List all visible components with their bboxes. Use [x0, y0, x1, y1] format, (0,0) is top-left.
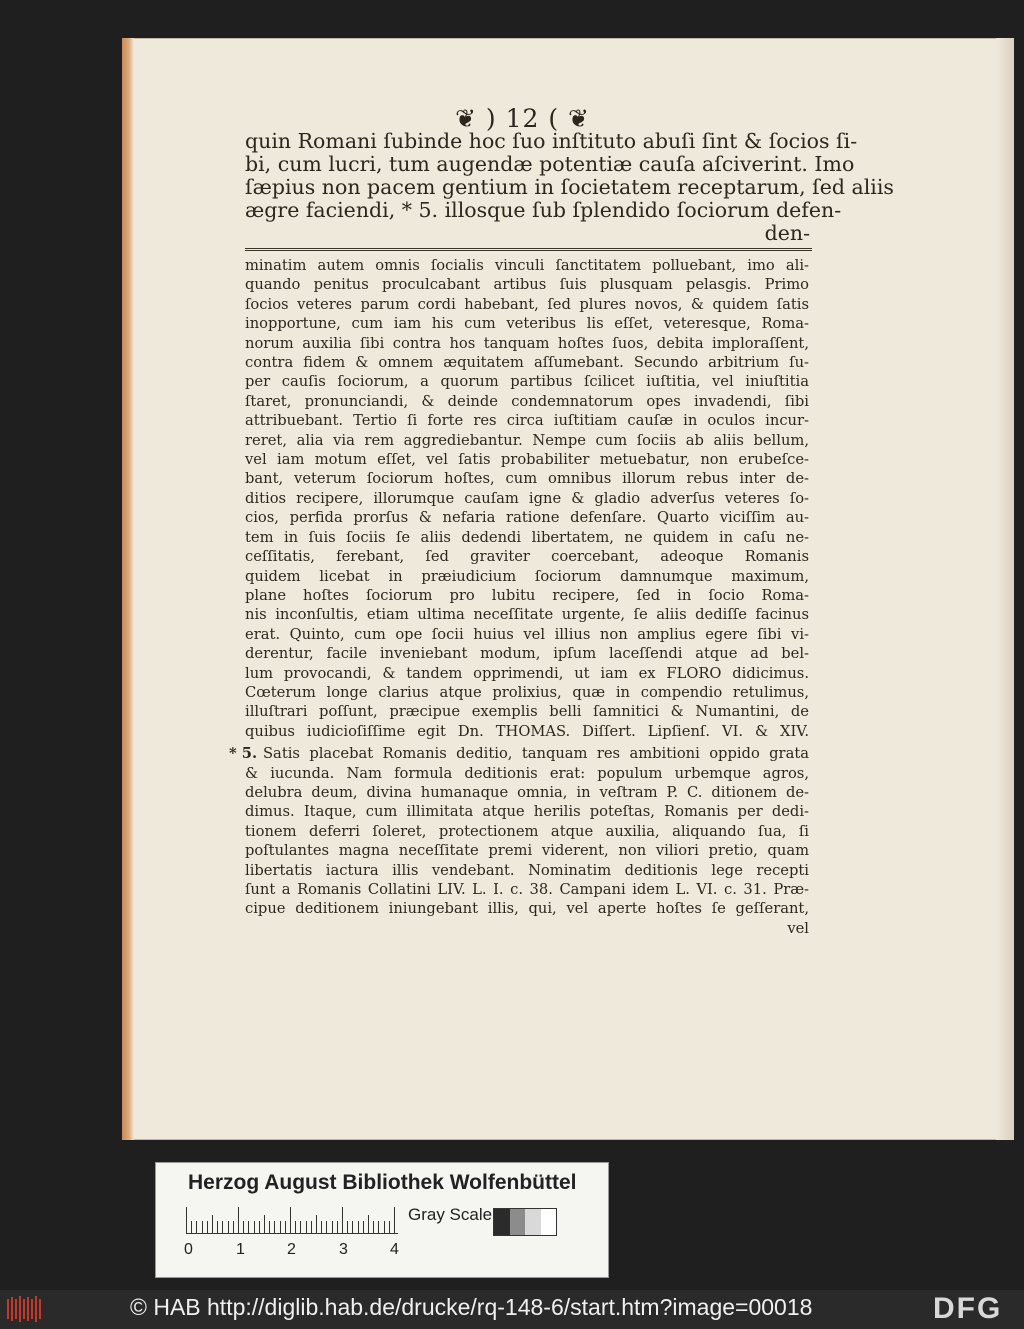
gray-scale-swatches — [493, 1208, 557, 1236]
footnote-line: reret, alia via rem aggrediebantur. Nempe cum ſociis ab aliis bellum, — [245, 431, 809, 449]
ruler-tick — [248, 1221, 249, 1233]
ruler-tick — [394, 1207, 395, 1233]
ruler-tick — [207, 1221, 208, 1233]
footnote-line: vel — [787, 919, 809, 937]
ruler-tick — [368, 1215, 369, 1233]
footnote-line: ditios recipere, illorumque cauſam igne & gladio adverſus veteres ſo- — [245, 489, 809, 507]
ruler-tick — [342, 1207, 343, 1233]
ruler-tick — [186, 1207, 187, 1233]
barcode-logo-icon — [6, 1296, 44, 1322]
footnote-line: derentur, facile inveniebant modum, ipſum laceſſendi atque ad bel- — [245, 645, 809, 663]
footnote-line: norum auxilia ſibi contra hos tanquam hoſtes ſuos, debita imploraſſent, — [245, 334, 809, 352]
footnote-line: vel iam motum eſſet, vel ſatis probabiliter metuebatur, non erubeſce- — [245, 451, 809, 469]
ruler-tick — [274, 1221, 275, 1233]
ruler-tick — [384, 1221, 385, 1233]
ruler-tick — [222, 1221, 223, 1233]
ruler-tick — [196, 1221, 197, 1233]
page-header: ❦ ) 12 ( ❦ — [455, 104, 590, 133]
footnote-line: delubra deum, divina humanaque omnia, in veſtram P. C. ditionem de- — [245, 783, 809, 801]
ruler-tick — [264, 1215, 265, 1233]
gray-scale-label: Gray Scale — [408, 1205, 493, 1224]
ruler-tick — [238, 1207, 239, 1233]
gray-swatch — [510, 1209, 526, 1235]
ruler-number: 4 — [390, 1241, 399, 1258]
ruler-tick — [295, 1221, 296, 1233]
main-line: quin Romani ſubinde hoc ſuo inſtituto abuſi ſint & ſocios ſi- — [245, 129, 858, 153]
footnote-line: erat. Quinto, cum ope ſocii huius vel illius non amplius egere ſibi vi- — [245, 625, 809, 643]
footnote-b — [229, 744, 809, 938]
footnote-rule — [245, 248, 812, 251]
footnote-line: tionem deferri ſoleret, protectionem atque auxilia, aliquando ſua, ſi — [245, 822, 809, 840]
ruler-tick — [321, 1221, 322, 1233]
scale-ruler — [186, 1207, 398, 1234]
ruler-number: 2 — [287, 1241, 296, 1258]
main-line: ægre faciendi, * 5. illosque ſub ſplendido ſociorum defen- — [245, 198, 842, 222]
footnote-line: minatim autem omnis ſocialis vinculi ſanctitatem polluebant, imo ali- — [245, 257, 809, 274]
ruler-tick — [316, 1215, 317, 1233]
dfg-logo: DFG — [933, 1292, 1003, 1325]
ruler-tick — [191, 1221, 192, 1233]
ruler-tick — [326, 1221, 327, 1233]
footnote-line: ceſſitatis, ferebant, ſed graviter coercebant, adeoque Romanis — [245, 548, 809, 566]
footnote-marker: * 5. — [229, 745, 258, 763]
ruler-number: 0 — [184, 1241, 193, 1258]
ruler-tick — [290, 1207, 291, 1233]
footnote-line: illuſtrari poſſunt, præcipue exemplis belli ſamnitici & Numantini, de — [245, 703, 809, 721]
footnote-line: libertatis iactura illis vendebant. Nominatim deditionis lege recepti — [245, 861, 809, 879]
ruler-tick — [306, 1221, 307, 1233]
footnote-line: & iucunda. Nam formula deditionis erat: populum urbemque agros, — [245, 764, 809, 782]
footnote-line: nis inconſultis, etiam ultima neceſſitate urgente, ſe aliis dediſſe facinus — [245, 606, 809, 624]
footnote-line: poſtulantes magna neceſſitate premi viderent, non viliori pretio, quam — [245, 842, 809, 860]
footnote-line: Cœterum longe clarius atque prolixius, quæ in compendio retulimus, — [245, 683, 809, 701]
footnote-line: per cauſis ſociorum, a quorum partibus ſcilicet iuſtitia, vel iniuſtitia — [245, 373, 809, 391]
footnote-line: inopportune, cum iam his cum veteribus lis eſſet, veteresque, Roma- — [245, 315, 809, 333]
library-label — [155, 1162, 609, 1278]
main-line-catchword: den- — [764, 221, 810, 245]
ruler-tick — [233, 1221, 234, 1233]
ruler-number: 1 — [236, 1241, 245, 1258]
ruler-tick — [378, 1221, 379, 1233]
ruler-tick — [352, 1221, 353, 1233]
footnote-line: quidem licebat in præiudicium ſociorum damnumque maximum, — [245, 567, 809, 585]
ruler-tick — [332, 1221, 333, 1233]
ruler-tick — [285, 1221, 286, 1233]
footnote-line: attribuebant. Tertio ſi forte res circa iuſtitiam cauſæ in oculos incur- — [245, 412, 809, 430]
footer-copyright-link[interactable]: © HAB http://diglib.hab.de/drucke/rq-148-6/start.htm?image=00018 — [130, 1294, 813, 1320]
main-line: ſæpius non pacem gentium in ſocietatem receptarum, ſed aliis — [245, 175, 894, 199]
footnote-line: cios, perfida prorſus & nefaria ratione defenſare. Quarto viciſſim au- — [245, 509, 809, 527]
ruler-tick — [254, 1221, 255, 1233]
footnote-line: lum provocandi, & tandem opprimendi, ut iam ex FLORO didicimus. — [245, 664, 809, 682]
ruler-tick — [280, 1221, 281, 1233]
footnote-line: ſunt a Romanis Collatini LIV. L. I. c. 38. Campani idem L. VI. c. 31. Præ- — [245, 881, 809, 898]
ruler-tick — [300, 1221, 301, 1233]
footnotes — [229, 256, 809, 938]
footnote-line: plane hoſtes ſociorum pro lubitu recipere, ſed in ſocio Roma- — [245, 586, 809, 604]
footnote-line: contra fidem & omnem æquitatem aſſumebant. Secundo arbitrium ſu- — [245, 354, 809, 372]
footnote-a — [245, 256, 809, 741]
main-line: bi, cum lucri, tum augendæ potentiæ cauſa aſciverint. Imo — [245, 152, 855, 176]
footnote-line: bant, veterum ſociorum hoſtes, cum omnibus illorum rebus inter de- — [245, 470, 809, 488]
footnote-line: dimus. Itaque, cum illimitata atque herilis poteſtas, Romanis per dedi- — [245, 803, 809, 821]
ruler-tick — [212, 1215, 213, 1233]
ruler-tick — [311, 1221, 312, 1233]
ruler-tick — [228, 1221, 229, 1233]
footnote-line: quibus iudicioſiſſime egit Dn. THOMAS. Diſſert. Lipſienſ. VI. & XIV. — [245, 722, 809, 740]
ruler-tick — [358, 1221, 359, 1233]
library-title: Herzog August Bibliothek Wolfenbüttel — [188, 1171, 577, 1194]
gray-swatch — [525, 1209, 541, 1235]
footnote-line: ſtaret, pronunciandi, & deinde condemnatorum opes invadendi, ſibi — [245, 392, 809, 410]
ruler-tick — [389, 1221, 390, 1233]
ruler-tick — [337, 1221, 338, 1233]
ruler-tick — [373, 1221, 374, 1233]
page-shadow — [996, 38, 1014, 1140]
ruler-tick — [243, 1221, 244, 1233]
main-text — [245, 129, 894, 245]
ruler-tick — [363, 1221, 364, 1233]
footnote-line: ſocios veteres parum cordi habebant, ſed plures novos, & quidem ſatis — [245, 295, 809, 313]
gray-swatch — [541, 1209, 557, 1235]
ruler-number: 3 — [339, 1241, 348, 1258]
ruler-tick — [217, 1221, 218, 1233]
ruler-tick — [269, 1221, 270, 1233]
footnote-line: tem in ſuis ſociis ſe aliis dedendi libertatem, ne quidem in caſu ne- — [245, 528, 809, 546]
ruler-tick — [347, 1221, 348, 1233]
footnote-line: quando penitus proculcabant artibus ſuis plusquam pelasgis. Primo — [245, 276, 809, 294]
ruler-tick — [202, 1221, 203, 1233]
footnote-line: Satis placebat Romanis deditio, tanquam res ambitioni oppido grata — [263, 745, 809, 763]
footnote-line: cipue deditionem iniungebant illis, qui, vel aperte hoſtes ſe geſſerant, — [245, 900, 809, 918]
ruler-tick — [259, 1221, 260, 1233]
gray-swatch — [494, 1209, 510, 1235]
footer-bar — [0, 1290, 1024, 1329]
